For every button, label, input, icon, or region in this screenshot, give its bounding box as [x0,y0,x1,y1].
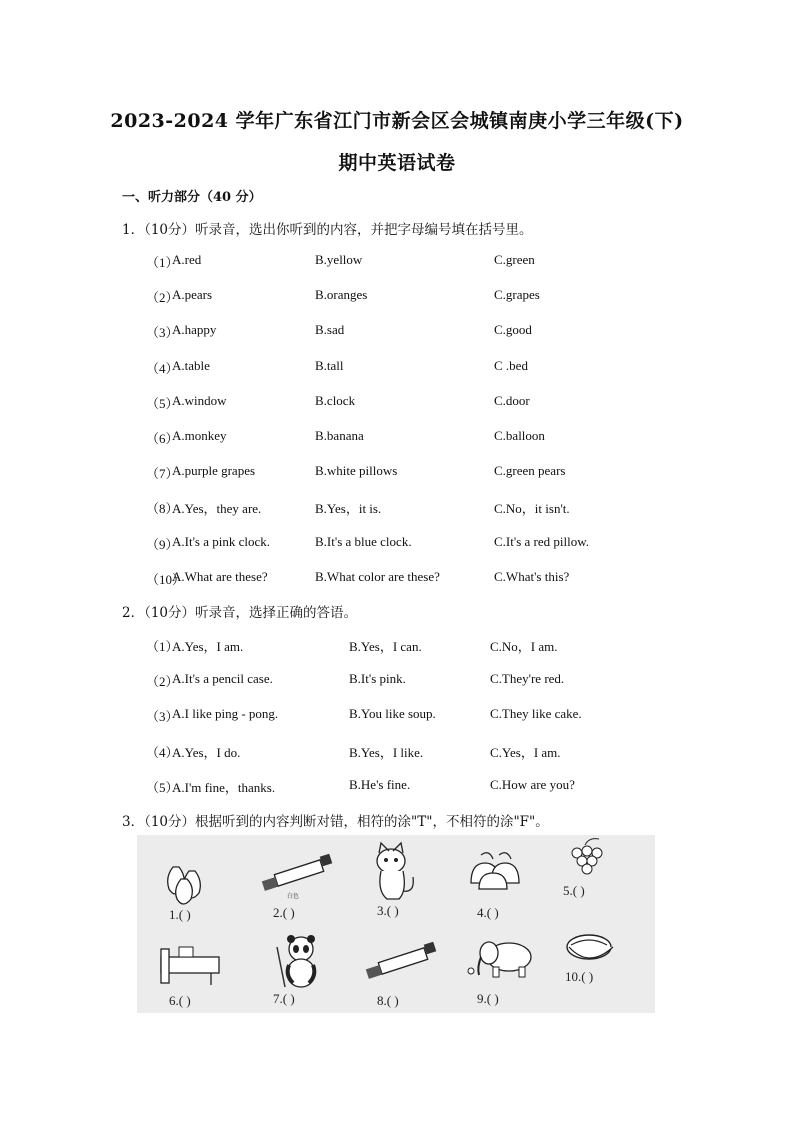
option-number: （2） [146,674,179,690]
option-number: （5） [146,779,179,795]
option-number: （4） [146,360,179,376]
option-b: B.It's pink. [349,671,406,687]
picture-9-label: 9.( ) [477,991,499,1006]
option-a: A.pears [172,287,213,303]
option-number: （9） [146,536,179,552]
option-row [146,671,706,691]
option-number: （1） [146,255,179,270]
picture-1 [151,845,251,933]
option-number: （3） [146,709,179,725]
option-b: B.Yes，it is. [315,501,382,517]
option-c: C.door [494,392,530,408]
option-b: B.tall [315,357,344,373]
option-row [146,706,706,726]
option-row [146,358,706,378]
option-row [146,463,706,483]
option-a: A.It's a pink clock. [172,533,271,549]
option-a: A.monkey [172,428,227,443]
picture-2 [255,843,355,931]
option-b: B.Yes，I can. [349,639,422,654]
pears-icon [151,845,251,915]
picture-4 [459,843,559,931]
option-c: C.They like cake. [490,706,582,722]
option-c: C.green [494,252,535,267]
option-a: A.table [172,357,210,373]
option-a: A.Yes，I do. [172,744,241,760]
picture-8-label: 8.( ) [377,993,399,1008]
option-row [146,287,706,307]
option-number: （8） [146,501,179,517]
picture-7-label: 7.( ) [273,991,295,1006]
question-3-prompt: 3．（10分）根据听到的内容判断对错，相符的涂"T"，不相符的涂"F"。 [122,814,549,830]
option-number: （7） [146,466,179,482]
picture-5 [555,837,655,925]
exam-title-line2: 期中英语试卷 [338,152,456,174]
option-number: （5） [146,395,179,411]
elephant-icon [459,929,559,999]
picture-6 [151,931,251,1019]
cat-icon [359,841,459,911]
picture-1-label: 1.( ) [169,907,191,922]
option-c: C.What's this? [494,568,570,584]
picture-9 [459,929,559,1017]
option-c: C.green pears [494,463,566,479]
question-1-prompt: 1．（10分）听录音，选出你听到的内容，并把字母编号填在括号里。 [122,222,533,238]
option-number: （3） [146,325,179,341]
option-b: B.He's fine. [349,776,411,792]
option-row [146,428,706,448]
option-row [146,534,706,554]
option-row [146,252,706,272]
option-row [146,569,706,589]
picture-3-label: 3.( ) [377,903,399,918]
picture-2-label: 2.( ) [273,905,295,920]
picture-8 [359,931,459,1019]
section-listening-heading: 一、听力部分（40 分） [122,190,262,205]
option-c: C.It's a red pillow. [494,533,590,549]
option-c: C.balloon [494,428,545,443]
option-number: （6） [146,431,179,446]
option-a: A.What are these? [172,568,268,584]
picture-10 [555,929,655,1017]
option-c: C.Yes，I am. [490,744,561,760]
option-a: A.It's a pencil case. [172,671,273,687]
option-number: （2） [146,290,179,306]
picture-4-label: 4.( ) [477,905,499,920]
option-b: B.sad [315,322,345,338]
option-b: B.What color are these? [315,568,440,584]
option-b: B.clock [315,392,356,408]
picture-10-label: 10.( ) [565,969,594,984]
option-b: B.It's a blue clock. [315,533,412,549]
peaches-icon [459,843,559,913]
option-c: C.good [494,322,532,338]
paint-tube-icon [255,843,355,913]
option-row [146,636,706,656]
option-b: B.Yes，I like. [349,744,424,760]
picture-7 [255,929,355,1017]
option-b: B.oranges [315,287,368,303]
option-a: A.Yes，they are. [172,501,262,517]
picture-5-label: 5.( ) [563,883,585,898]
option-number: （1） [146,639,179,654]
option-number: （10） [146,571,186,587]
option-c: C.grapes [494,287,540,303]
option-row [146,322,706,342]
option-row [146,777,706,797]
question-3-picture-grid [137,835,655,1013]
watermelon-icon [555,929,655,999]
option-c: C.They're red. [490,671,565,687]
option-b: B.You like soup. [349,706,436,722]
question-2-prompt: 2．（10分）听录音，选择正确的答语。 [122,605,358,621]
option-a: A.I'm fine，thanks. [172,779,276,795]
picture-3 [359,841,459,929]
option-a: A.I like ping - pong. [172,706,279,722]
bed-icon [151,931,251,1001]
option-b: B.white pillows [315,463,398,479]
option-c: C .bed [494,357,528,373]
option-b: B.banana [315,428,364,443]
option-row [146,498,706,518]
option-a: A.purple grapes [172,463,256,479]
panda-icon [255,929,355,999]
paint-tube-icon-2 [359,931,459,1001]
option-a: A.window [172,392,227,408]
option-number: （4） [146,744,179,760]
option-b: B.yellow [315,252,363,267]
option-a: A.Yes，I am. [172,639,244,654]
tube-label-text: 白色 [287,893,300,900]
option-c: C.No，it isn't. [494,501,570,517]
option-c: C.No，I am. [490,639,558,654]
option-c: C.How are you? [490,776,575,792]
option-row [146,393,706,413]
option-row [146,742,706,762]
option-a: A.red [172,252,202,267]
exam-title-line1: 2023-2024 学年广东省江门市新会区会城镇南庚小学三年级(下) [110,110,684,132]
option-a: A.happy [172,322,217,338]
picture-6-label: 6.( ) [169,993,191,1008]
